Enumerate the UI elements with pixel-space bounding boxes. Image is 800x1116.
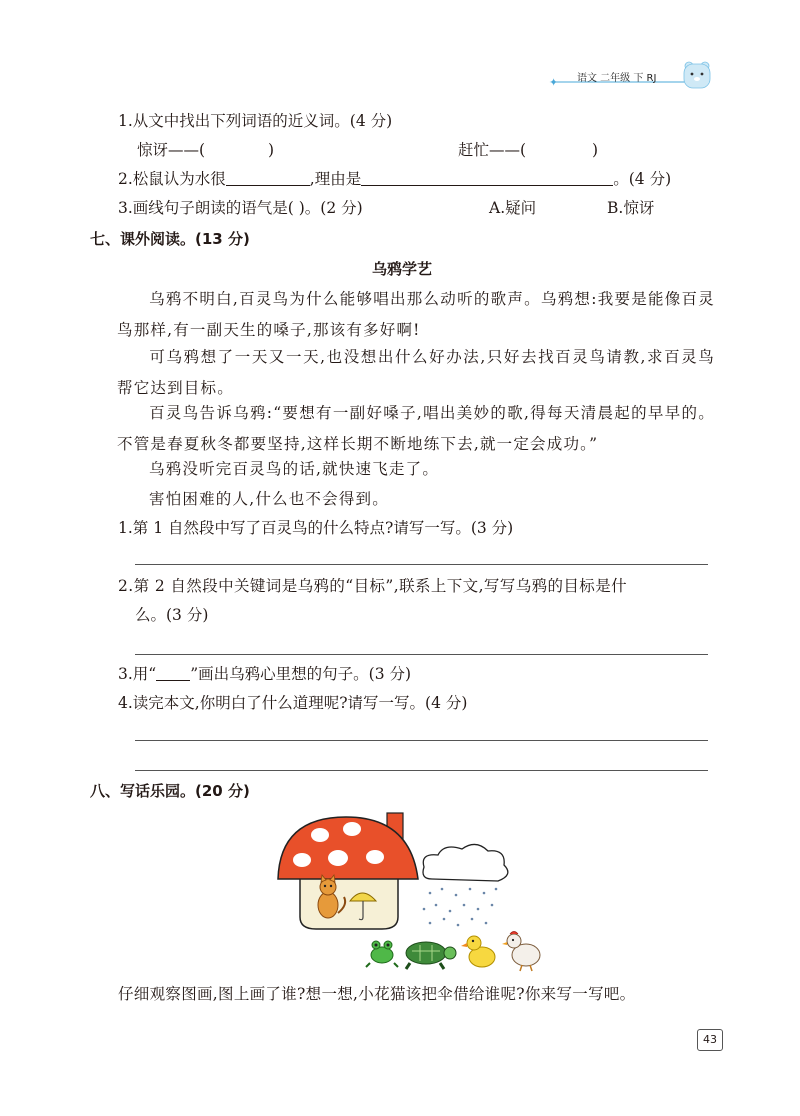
turtle-icon — [406, 942, 456, 969]
bear-icon — [684, 62, 710, 88]
q7-3 — [118, 663, 411, 685]
answer-line[interactable] — [135, 564, 708, 565]
q6-2-part2: ,理由是 — [309, 170, 362, 188]
q6-3-text: 3.画线句子朗读的语气是( )。(2 分) — [118, 199, 363, 217]
underline-sample — [156, 667, 190, 681]
q6-1-b-close: ) — [592, 141, 599, 159]
frog-icon — [366, 941, 398, 967]
cloud-icon — [423, 844, 508, 881]
article-paragraph: 乌鸦没听完百灵鸟的话,就快速飞走了。 — [149, 460, 440, 478]
mushroom-stem — [300, 873, 398, 929]
hen-icon — [502, 932, 540, 972]
q7-4: 4.读完本文,你明白了什么道理呢?请写一写。(4 分) — [118, 694, 468, 712]
q7-2-line1: 2.第 2 自然段中关键词是乌鸦的“目标”,联系上下文,写写乌鸦的目标是什 — [118, 577, 628, 595]
writing-prompt: 仔细观察图画,图上画了谁?想一想,小花猫该把伞借给谁呢?你来写一写吧。 — [118, 985, 636, 1003]
q6-3-option-b[interactable]: B.惊讶 — [607, 199, 655, 217]
q7-2-line2: 么。(3 分) — [135, 606, 209, 624]
q6-2-part3: 。(4 分) — [613, 170, 672, 188]
duck-icon — [461, 936, 495, 967]
article-paragraph: 乌鸦不明白,百灵鸟为什么能够唱出那么动听的歌声。乌鸦想:我要是能像百灵鸟那样,有一副天生的嗓子,那该有多好啊! — [117, 290, 715, 339]
writing-illustration — [270, 805, 560, 975]
article-paragraph: 百灵鸟告诉乌鸦:“要想有一副好嗓子,唱出美妙的歌,得每天清晨起的早早的。不管是春夏秋冬都要坚持,这样长期不断地练下去,就一定会成功。” — [117, 404, 715, 453]
q6-3-option-a[interactable]: A.疑问 — [489, 199, 537, 217]
page-number: 43 — [697, 1029, 723, 1051]
answer-blank[interactable] — [361, 169, 613, 186]
section-7-heading: 七、课外阅读。(13 分) — [90, 230, 250, 248]
article-title: 乌鸦学艺 — [372, 260, 433, 278]
article-paragraph: 害怕困难的人,什么也不会得到。 — [149, 490, 389, 508]
answer-line[interactable] — [135, 740, 708, 741]
q7-3-post: ”画出乌鸦心里想的句子。(3 分) — [190, 665, 412, 683]
header-label: 语文 二年级 下 RJ — [577, 73, 657, 84]
q6-1-text: 1.从文中找出下列词语的近义词。(4 分) — [118, 112, 393, 130]
answer-blank[interactable] — [226, 169, 310, 186]
q6-2 — [118, 168, 671, 190]
q6-1-a: 惊讶——( — [137, 141, 206, 159]
answer-line[interactable] — [135, 770, 708, 771]
q7-3-pre: 3.用“ — [118, 665, 157, 683]
q7-1: 1.第 1 自然段中写了百灵鸟的什么特点?请写一写。(3 分) — [118, 519, 514, 537]
q6-1-a-close: ) — [268, 141, 275, 159]
q6-1-b: 赶忙——( — [458, 141, 527, 159]
section-8-heading: 八、写话乐园。(20 分) — [90, 782, 250, 800]
q6-2-part1: 2.松鼠认为水很 — [118, 170, 226, 188]
answer-line[interactable] — [135, 654, 708, 655]
rain-drops — [423, 888, 498, 927]
article-paragraph: 可乌鸦想了一天又一天,也没想出什么好办法,只好去找百灵鸟请教,求百灵鸟帮它达到目标。 — [117, 348, 715, 397]
svg-text:✦: ✦ — [549, 76, 559, 89]
